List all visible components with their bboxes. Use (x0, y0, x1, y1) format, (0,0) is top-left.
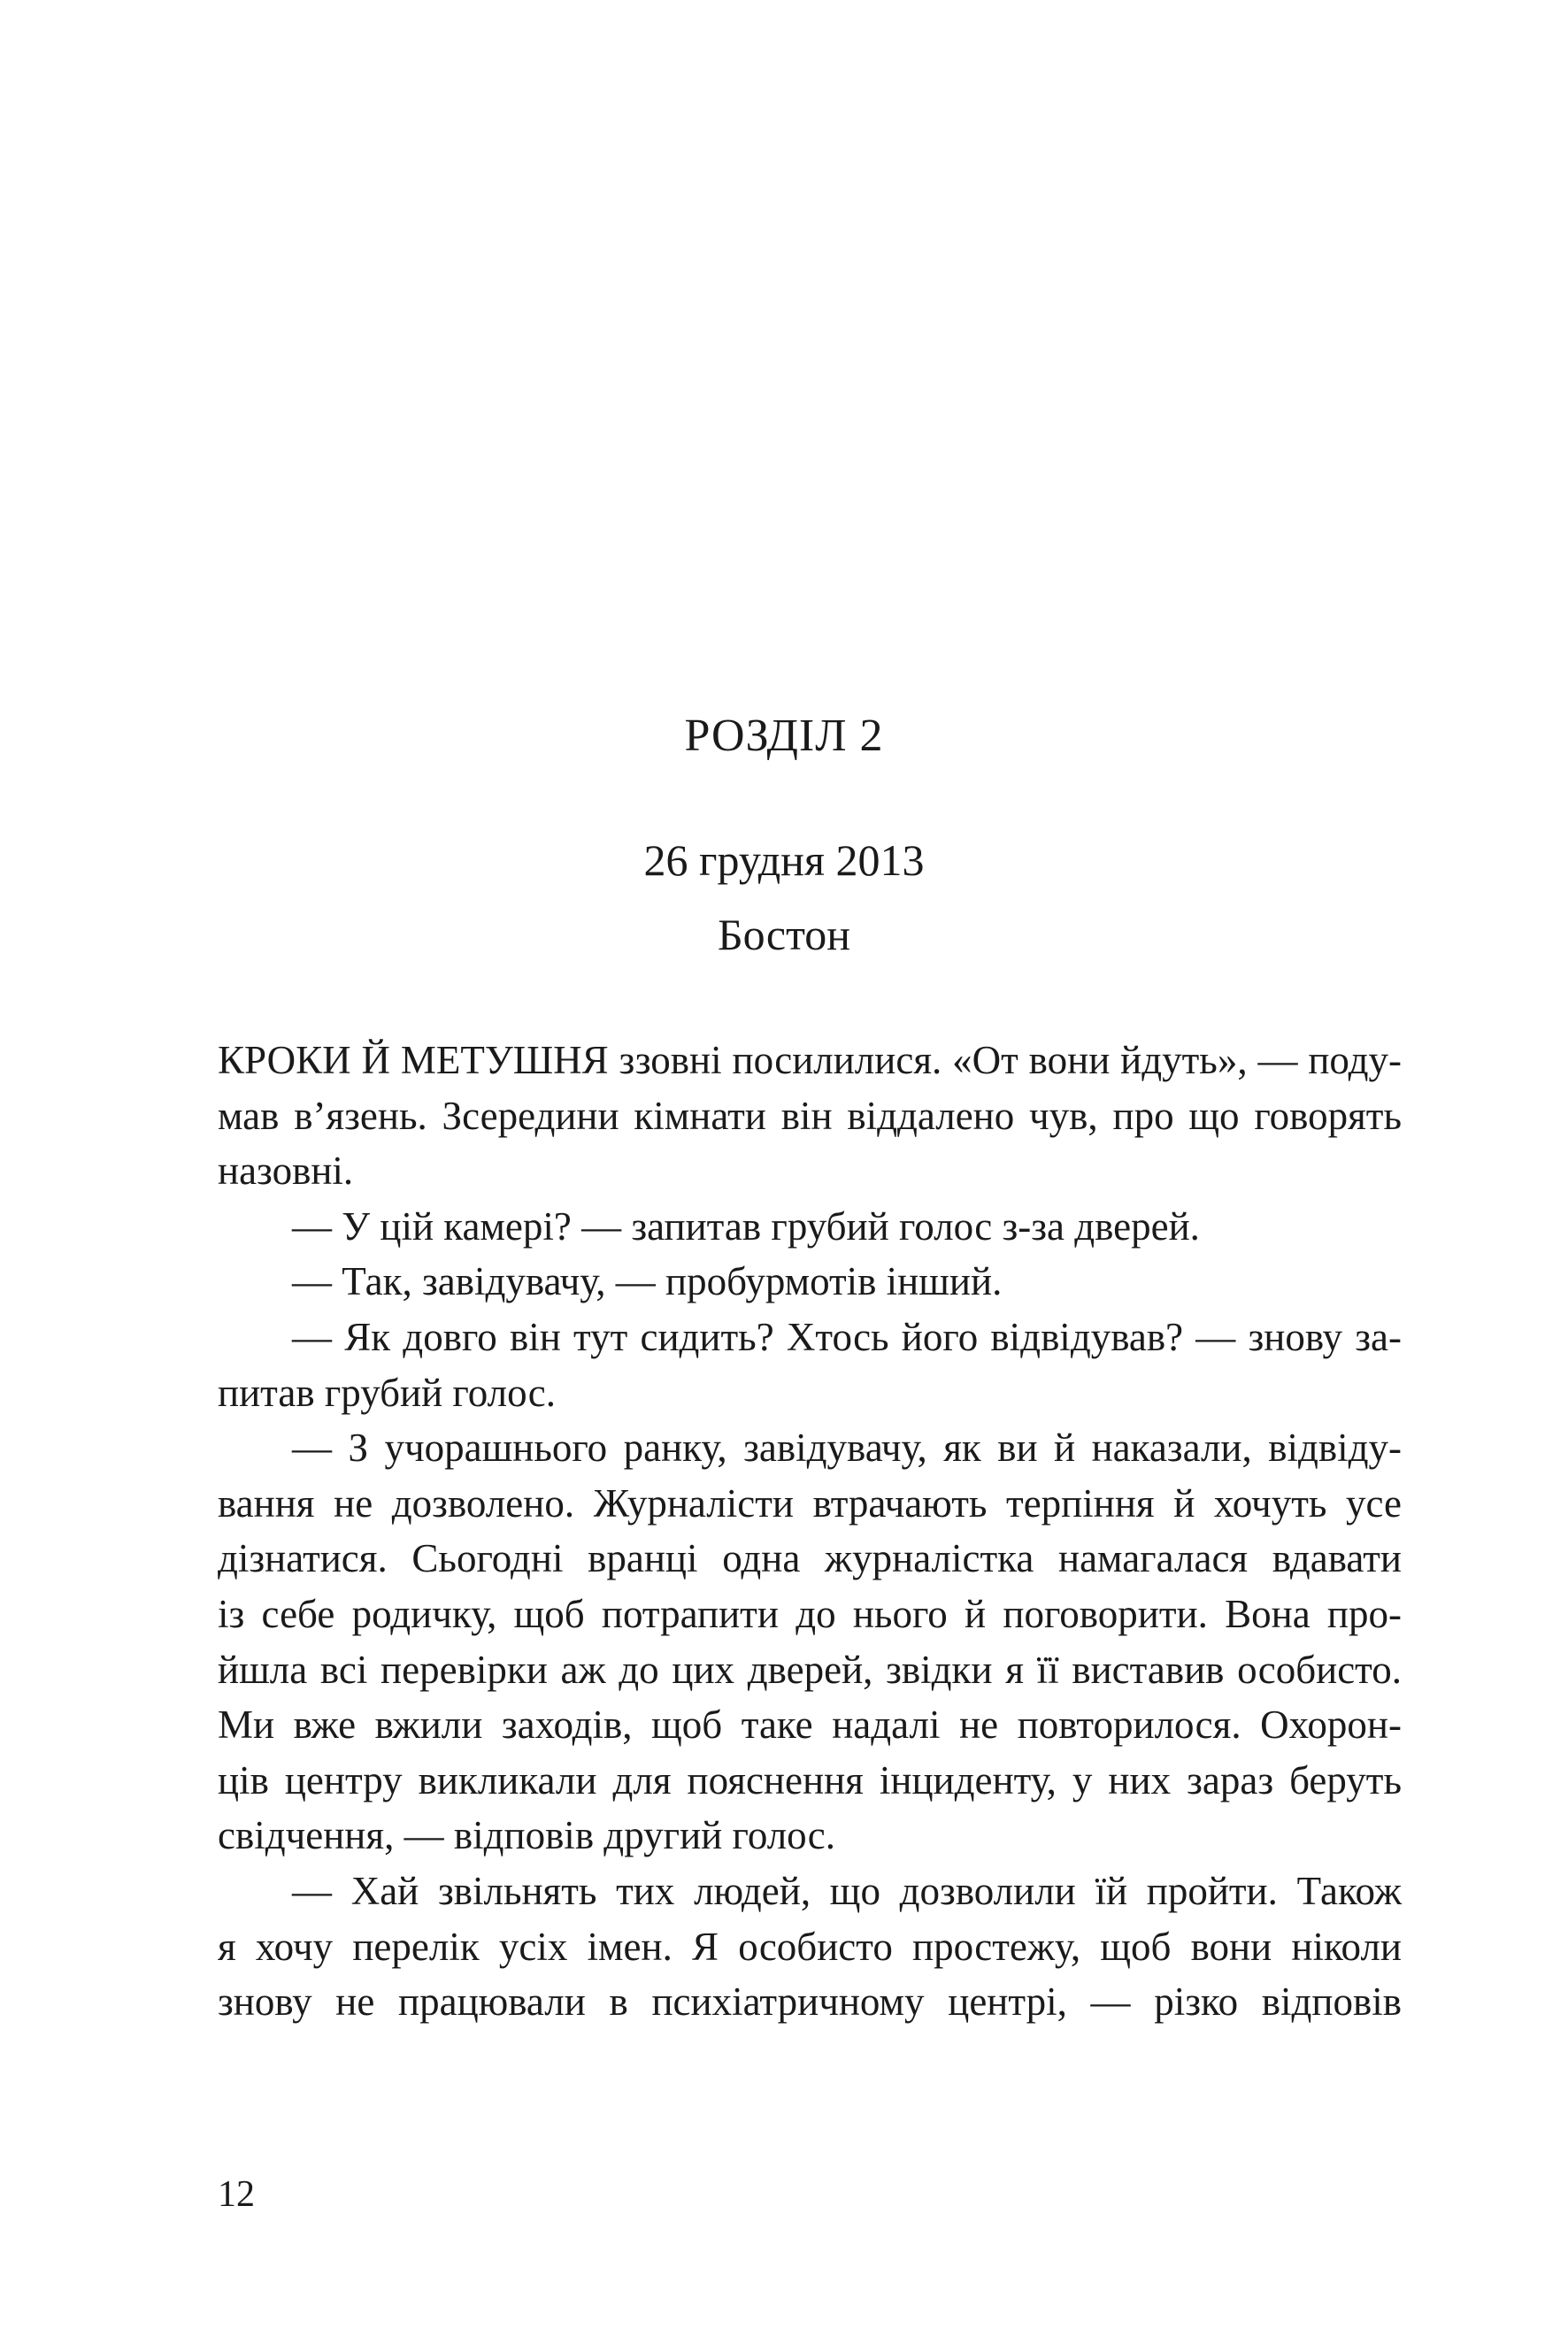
chapter-title: РОЗДІЛ 2 (684, 711, 884, 761)
text-line: питав грубий голос. (218, 1370, 556, 1415)
text-line: назовні. (218, 1149, 354, 1194)
text-line: вання не дозволено. Журналісти втрачають терпіння й хочуть усе (218, 1480, 1402, 1526)
body-text (218, 1033, 1402, 2030)
text-line: йшла всі перевірки аж до цих дверей, звідки я її виставив особисто. (218, 1647, 1402, 1692)
text-line: мав в’язень. Зсередини кімнати він віддалено чув, про що говорять (218, 1093, 1402, 1138)
text-line: — Як довго він тут сидить? Хтось його відвідував? — знову за- (292, 1314, 1402, 1359)
text-line: свідчення, — відповів другий голос. (218, 1813, 836, 1858)
text-line: ців центру викликали для пояснення інциденту, у них зараз беруть (218, 1757, 1402, 1802)
text-line: — У цій камері? — запитав грубий голос з-за дверей. (292, 1203, 1200, 1249)
chapter-place: Бостон (717, 910, 851, 959)
text-line: КРОКИ Й МЕТУШНЯ ззовні посилилися. «От вони йдуть», — поду- (218, 1038, 1402, 1082)
text-line: із себе родичку, щоб потрапити до нього й поговорити. Вона про- (218, 1591, 1402, 1636)
text-line: дізнатися. Сьогодні вранці одна журналістка намагалася вдавати (218, 1536, 1402, 1581)
chapter-date: 26 грудня 2013 (643, 835, 925, 885)
text-line: я хочу перелік усіх імен. Я особисто простежу, щоб вони ніколи (218, 1924, 1402, 1969)
text-line: — Так, завідувачу, — пробурмотів інший. (292, 1259, 1003, 1304)
text-line: знову не працювали в психіатричному центрі, — різко відповів (218, 1979, 1402, 2025)
text-line: — З учорашнього ранку, завідувачу, як ви й наказали, відвіду- (292, 1426, 1402, 1471)
text-line: — Хай звільнять тих людей, що дозволили їй пройти. Також (292, 1868, 1402, 1913)
page-number: 12 (218, 2174, 255, 2215)
text-line: Ми вже вжили заходів, щоб таке надалі не повторилося. Охорон- (218, 1703, 1402, 1748)
